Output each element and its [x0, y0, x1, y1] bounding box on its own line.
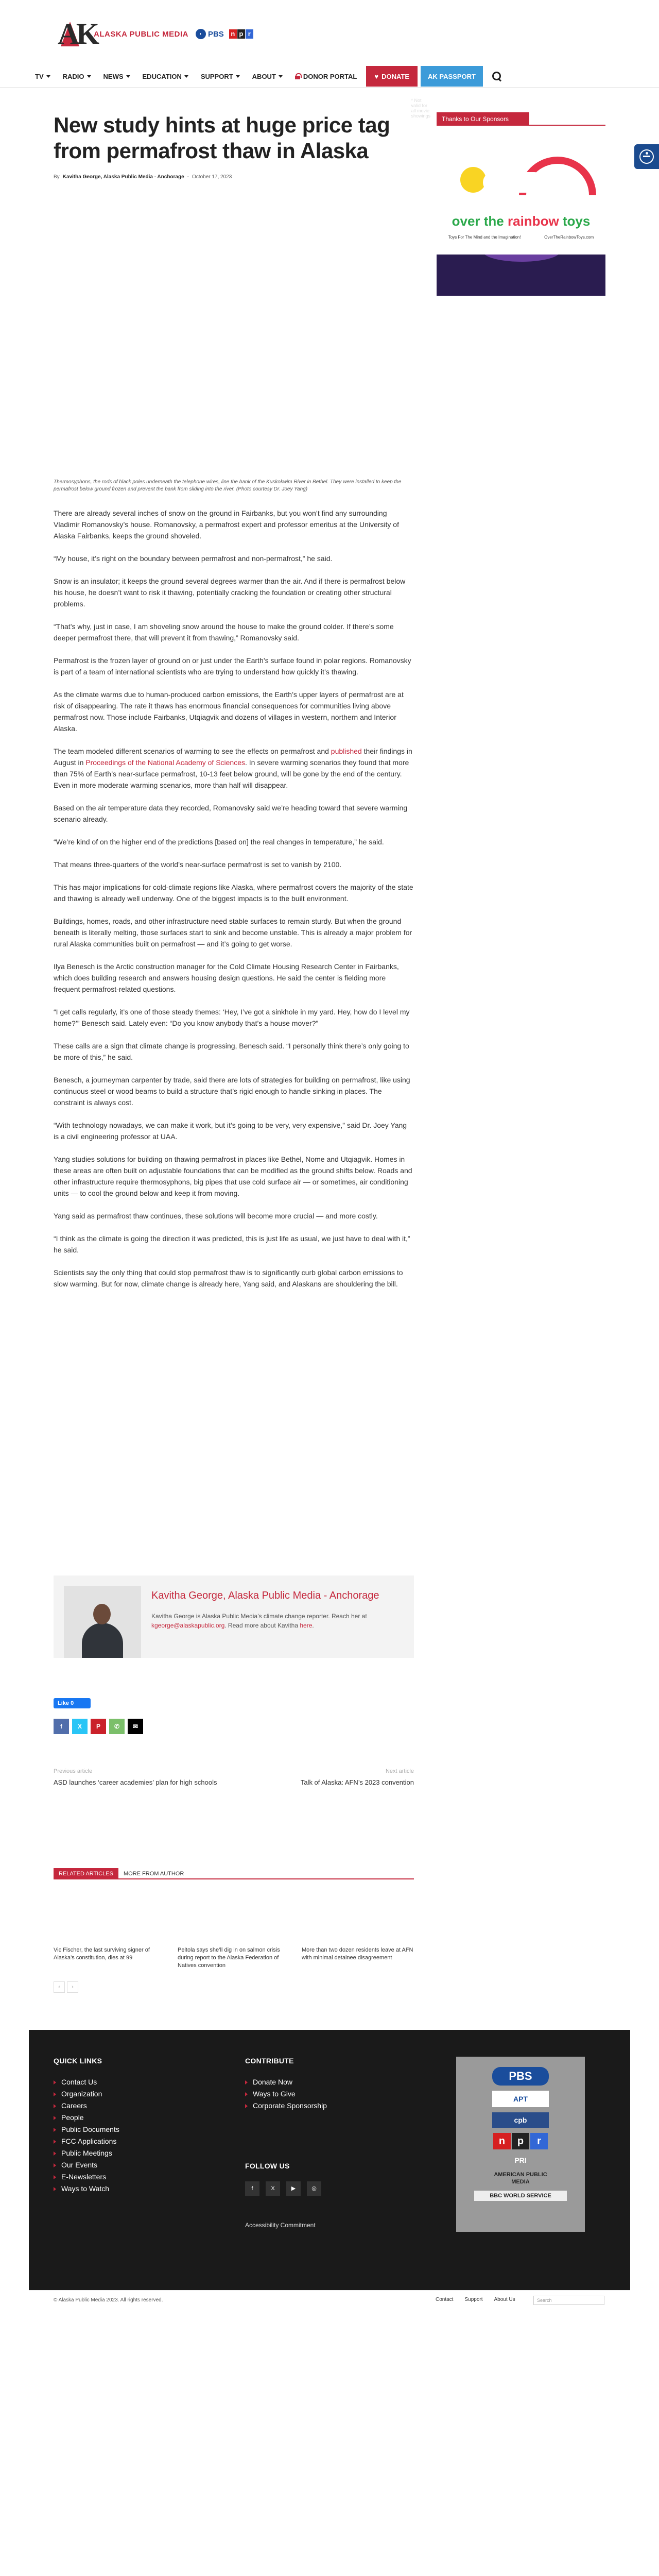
footer-link-e-newsletters[interactable]: E-Newsletters	[54, 2171, 119, 2183]
chevron-down-icon	[46, 75, 50, 78]
pri-logo[interactable]: PRI	[514, 2156, 527, 2164]
previous-article-link[interactable]: Previous article ASD launches ‘career academies’ plan for high schools	[54, 1768, 217, 1786]
author-avatar[interactable]	[64, 1586, 141, 1658]
paragraph: Buildings, homes, roads, and other infrastructure need stable surfaces to remain sturdy. But when the ground beneath is literally melting, those surfaces start to sink and become unstable. This is already a major problem for rural Alaska communities built on permafrost — and it’s going to get worse.	[54, 917, 412, 948]
paragraph: There are already several inches of snow on the ground in Fairbanks, but you won’t find any surrounding Vladimir Romanovsky’s house. Romanovsky, a permafrost expert and professor emeritus at the University of Alaska Fairbanks, keeps the ground shoveled.	[54, 509, 399, 540]
nav-news[interactable]: NEWS	[97, 66, 136, 87]
facebook-icon[interactable]: f	[245, 2181, 259, 2196]
related-articles	[54, 1889, 414, 1970]
related-article[interactable]: Vic Fischer, the last surviving signer of Alaska’s constitution, dies at 99	[54, 1889, 165, 1970]
nav-education[interactable]: EDUCATION	[136, 66, 195, 87]
subfooter	[29, 2290, 630, 2310]
article-body	[54, 507, 414, 1290]
footer-link-people[interactable]: People	[54, 2112, 119, 2124]
partner-logos	[456, 2057, 585, 2232]
paragraph: The team modeled different scenarios of warming to see the effects on permafrost and published their findings in August in Proceedings of the National Academy of Sciences. In severe warming scenarios they found that more than 75% of Earth’s near-surface permafrost, 10-13 feet below ground, will be gone by the end of the century. Even in more moderate warming scenarios, more than half will disappear.	[54, 747, 412, 789]
youtube-icon[interactable]: ▶	[286, 2181, 301, 2196]
share-pinterest-button[interactable]: P	[91, 1719, 106, 1734]
related-tabs	[54, 1868, 414, 1879]
pnas-link[interactable]: Proceedings of the National Academy of Sciences	[85, 758, 246, 767]
main-nav	[29, 66, 501, 87]
byline-author-link[interactable]: Kavitha George, Alaska Public Media - Anchorage	[62, 174, 184, 180]
footer-follow-us: FOLLOW US f X ▶ ◎	[245, 2162, 321, 2196]
paragraph: “I get calls regularly, it’s one of those steady themes: ‘Hey, I’ve got a sinkhole in my yard. Hey, how do I level my home?’” Benesch said. Lately even: “Do you know anybody that’s a house mover?”	[54, 1008, 410, 1027]
nav-support[interactable]: SUPPORT	[195, 66, 246, 87]
paragraph: “We’re kind of on the higher end of the predictions [based on] the real changes in temperature,” he said.	[54, 838, 384, 846]
paragraph: Ilya Benesch is the Arctic construction manager for the Cold Climate Housing Research Center in Fairbanks, which does building research and answers housing design questions. He said the center is fielding more frequent permafrost-related questions.	[54, 962, 399, 993]
lock-icon	[295, 73, 300, 79]
tab-related-articles[interactable]: RELATED ARTICLES	[54, 1868, 118, 1878]
bbc-world-service-logo[interactable]: BBC WORLD SERVICE	[474, 2191, 567, 2201]
footer-link-public-documents[interactable]: Public Documents	[54, 2124, 119, 2136]
tab-more-from-author[interactable]: MORE FROM AUTHOR	[123, 1871, 184, 1877]
share-x-button[interactable]: X	[72, 1719, 88, 1734]
share-whatsapp-button[interactable]: ✆	[109, 1719, 125, 1734]
chevron-down-icon	[279, 75, 283, 78]
cpb-logo[interactable]: cpb	[492, 2112, 549, 2128]
share-email-button[interactable]: ✉	[128, 1719, 143, 1734]
donor-portal-link[interactable]: DONOR PORTAL	[289, 66, 363, 87]
pbs-logo[interactable]: PBS	[492, 2067, 549, 2086]
paragraph: This has major implications for cold-climate regions like Alaska, where permafrost covers the majority of the state and thawing is already well underway. One of the biggest impacts is to the built environment.	[54, 883, 413, 903]
site-footer	[29, 2030, 630, 2290]
chevron-down-icon	[236, 75, 240, 78]
paragraph: Yang said as permafrost thaw continues, these solutions will become more crucial — and more costly.	[54, 1212, 378, 1220]
image-caption: Thermosyphons, the rods of black poles underneath the telephone wires, line the bank of the Kuskokwim River in Bethel. They were installed to keep the permafrost below ground frozen and prevent the bank from sliding into the river. (Photo courtesy Dr. Joey Yang)	[54, 479, 402, 492]
footer-link-our-events[interactable]: Our Events	[54, 2159, 119, 2171]
subfooter-link-about-us[interactable]: About Us	[494, 2297, 515, 2302]
footer-link-donate-now[interactable]: Donate Now	[245, 2076, 327, 2088]
paragraph: “My house, it’s right on the boundary between permafrost and non-permafrost,” he said.	[54, 554, 333, 563]
byline-date: October 17, 2023	[192, 174, 232, 180]
related-pager	[54, 1981, 78, 1993]
paragraph: Permafrost is the frozen layer of ground on or just under the Earth’s surface found in polar regions. Romanovsky is part of a team of international scientists who are trying to understand how quickly it’s thawing.	[54, 656, 411, 676]
article	[54, 112, 414, 1301]
paragraph: Based on the air temperature data they recorded, Romanovsky said we’re heading toward that severe warming scenario already.	[54, 804, 408, 823]
paragraph: “I think as the climate is going the direction it was predicted, this is just life as usual, we just have to deal with it,” he said.	[54, 1234, 410, 1254]
author-name-link[interactable]: Kavitha George, Alaska Public Media - Anchorage	[151, 1590, 379, 1601]
article-title: New study hints at huge price tag from permafrost thaw in Alaska	[54, 113, 390, 163]
pbs-head-icon: ◐	[196, 29, 206, 39]
footer-link-contact-us[interactable]: Contact Us	[54, 2076, 119, 2088]
logo-text: ALASKA PUBLIC MEDIA	[94, 29, 188, 39]
copyright: © Alaska Public Media 2023. All rights reserved.	[54, 2297, 163, 2303]
footer-search-input[interactable]: Search	[533, 2296, 604, 2305]
paragraph: “With technology nowadays, we can make it work, but it’s going to be very, very expensive,” said Dr. Joey Yang is a civil engineering professor at UAA.	[54, 1121, 407, 1141]
share-facebook-button[interactable]: f	[54, 1719, 69, 1734]
related-thumbnail	[302, 1889, 413, 1940]
author-bio: Kavitha George is Alaska Public Media’s climate change reporter. Reach her at kgeorge@alaskapublic.org. Read more about Kavitha here.	[151, 1613, 367, 1629]
nav-about[interactable]: ABOUT	[246, 66, 289, 87]
ak-passport-button[interactable]: AK PASSPORT	[421, 66, 483, 87]
donate-button[interactable]: ♥ DONATE	[366, 66, 418, 87]
instagram-icon[interactable]: ◎	[307, 2181, 321, 2196]
paragraph: These calls are a sign that climate change is progressing, Benesch said. “I personally think there’s only going to be more of this,” he said.	[54, 1042, 409, 1061]
author-box	[54, 1575, 414, 1658]
site-logo[interactable]	[58, 19, 253, 49]
author-email-link[interactable]: kgeorge@alaskapublic.org	[151, 1622, 225, 1629]
apt-logo[interactable]: APT	[492, 2091, 549, 2107]
next-article-link[interactable]: Next article Talk of Alaska: AFN’s 2023 convention	[300, 1768, 414, 1786]
accessibility-icon	[639, 149, 654, 164]
nav-tv[interactable]: TV	[29, 66, 57, 87]
apm-logo[interactable]: AMERICAN PUBLIC MEDIA	[494, 2172, 547, 2185]
footer-link-careers[interactable]: Careers	[54, 2100, 119, 2112]
accessibility-toggle-button[interactable]	[634, 144, 659, 169]
paragraph: As the climate warms due to human-produced carbon emissions, the Earth’s upper layers of permafrost are at risk of disappearing. The rate it thaws has enormous financial consequences for communities living above permafrost now. Those include Fairbanks, Utqiagvik and dozens of villages in western, northern and Interior Alaska.	[54, 690, 404, 733]
pager-next-button[interactable]: ›	[67, 1981, 78, 1993]
paragraph: Scientists say the only thing that could stop permafrost thaw is to significantly curb global carbon emissions to slow warming. But for now, climate change is already here, Yang said, and Alaskans are shouldering the bill.	[54, 1268, 403, 1288]
byline: By Kavitha George, Alaska Public Media - Anchorage - October 17, 2023	[54, 174, 232, 180]
prev-next-articles	[54, 1768, 414, 1799]
related-thumbnail	[178, 1889, 289, 1940]
subfooter-link-contact[interactable]: Contact	[436, 2297, 454, 2302]
chevron-down-icon	[126, 75, 130, 78]
related-article[interactable]: More than two dozen residents leave at AFN with minimal detainee disagreement	[302, 1889, 413, 1970]
footer-link-public-meetings[interactable]: Public Meetings	[54, 2147, 119, 2159]
feature-image	[54, 195, 414, 473]
share-buttons	[54, 1719, 143, 1734]
nav-radio[interactable]: RADIO	[57, 66, 97, 87]
ak-logo-mark: AK	[58, 17, 96, 50]
published-link[interactable]: published	[331, 747, 362, 755]
accessibility-commitment-link[interactable]: Accessibility Commitment	[245, 2222, 316, 2229]
site-header	[0, 0, 659, 88]
footer-link-organization[interactable]: Organization	[54, 2088, 119, 2100]
paragraph: “That’s why, just in case, I am shoveling snow around the house to make the ground colder. If there’s some deeper permafrost there, that will prevent it from thawing,” Romanovsky said.	[54, 622, 394, 642]
footer-link-ways-to-give[interactable]: Ways to Give	[245, 2088, 327, 2100]
search-icon[interactable]	[492, 72, 501, 81]
author-here-link[interactable]: here	[300, 1622, 313, 1629]
pbs-logo: ◐ PBS	[196, 29, 224, 39]
related-thumbnail	[54, 1889, 165, 1940]
facebook-like-button[interactable]: Like 0	[54, 1698, 91, 1708]
paragraph: That means three-quarters of the world’s near-surface permafrost is set to vanish by 2100.	[54, 860, 342, 869]
footer-link-corporate-sponsorship[interactable]: Corporate Sponsorship	[245, 2100, 327, 2112]
npr-logo[interactable]: n p r	[492, 2133, 549, 2149]
footer-link-ways-to-watch[interactable]: Ways to Watch	[54, 2183, 119, 2195]
npr-logo: n p r	[229, 29, 253, 39]
subfooter-links	[436, 2297, 515, 2302]
related-article[interactable]: Peltola says she’ll dig in on salmon crisis during report to the Alaska Federation of Natives convention	[178, 1889, 289, 1970]
footer-quick-links: QUICK LINKS Contact Us Organization Careers People Public Documents FCC Applications Public Meetings Our Events E-Newsletters Ways to Watch	[54, 2057, 119, 2195]
sidebar	[437, 112, 605, 126]
paragraph: Benesch, a journeyman carpenter by trade, said there are lots of strategies for building on permafrost, like using continuous steel or wood beams to build a structure that’s rigid enough to handle sinking in places. The constraint is always cost.	[54, 1076, 410, 1107]
chevron-down-icon	[87, 75, 91, 78]
chevron-down-icon	[184, 75, 188, 78]
paragraph: Yang studies solutions for building on thawing permafrost in places like Bethel, Nome and Utqiagvik. Homes in these areas are often built on adjustable foundations that can be modified as the ground shifts below. Roads and other infrastructure require thermosyphons, big pipes that use cold surface air — or sometimes, air conditioning units — to cool the ground below and keep it from moving.	[54, 1155, 412, 1197]
footer-contribute: CONTRIBUTE Donate Now Ways to Give Corporate Sponsorship	[245, 2057, 327, 2112]
pager-prev-button[interactable]: ‹	[54, 1981, 65, 1993]
paragraph: Snow is an insulator; it keeps the ground several degrees warmer than the air. And if there is permafrost below his house, he doesn’t want to risk it thawing, potentially cracking the foundation or creating other structural problems.	[54, 577, 406, 608]
sponsors-title: Thanks to Our Sponsors	[437, 112, 529, 126]
heart-icon: ♥	[374, 72, 379, 80]
x-icon[interactable]: X	[266, 2181, 280, 2196]
footer-link-fcc-applications[interactable]: FCC Applications	[54, 2136, 119, 2147]
subfooter-link-support[interactable]: Support	[464, 2297, 483, 2302]
